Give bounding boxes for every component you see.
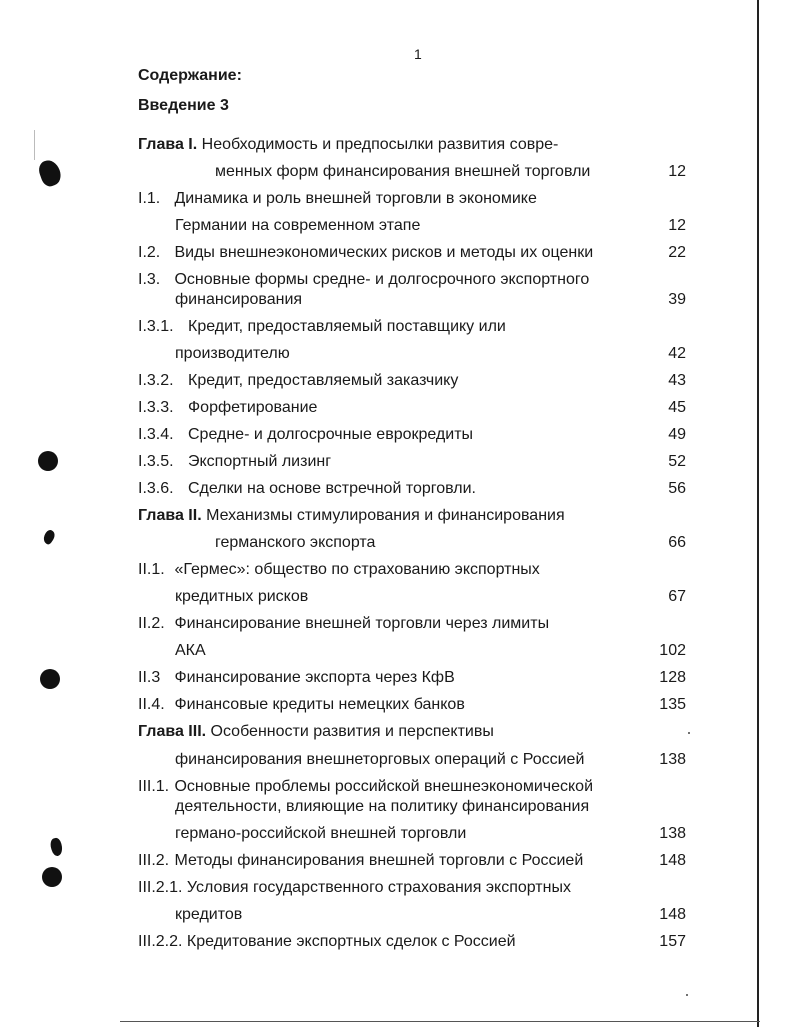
toc-chapter-line: Глава III. Особенности развития и перспективы <box>138 723 494 740</box>
toc-section-line: I.2. Виды внешнеэкономических рисков и методы их оценки <box>138 244 594 261</box>
toc-section-line: деятельности, влияющие на политику финансирования <box>175 798 590 815</box>
toc-page-number: 128 <box>659 669 686 686</box>
toc-subsection-line: производителю <box>175 345 290 362</box>
toc-page-number: 49 <box>668 426 686 443</box>
toc-section-line: Германии на современном этапе <box>175 217 421 234</box>
toc-chapter-line: Глава I. Необходимость и предпосылки развития совре- <box>138 136 559 153</box>
toc-page-number: 43 <box>668 372 686 389</box>
toc-section-line: II.2. Финансирование внешней торговли через лимиты <box>138 615 550 632</box>
toc-page-number: 102 <box>659 642 686 659</box>
toc-subsection-line: I.3.4. Средне- и долгосрочные еврокредиты <box>138 426 474 443</box>
toc-page-number: 42 <box>668 345 686 362</box>
contents-heading: Содержание: <box>138 67 242 84</box>
toc-subsection-line: кредитов <box>175 906 243 923</box>
page-number: 1 <box>414 46 422 62</box>
toc-page-number: 45 <box>668 399 686 416</box>
toc-section-line: I.3. Основные формы средне- и долгосрочного экспортного <box>138 271 590 288</box>
punch-hole <box>42 867 62 887</box>
toc-chapter-line: Глава II. Механизмы стимулирования и финансирования <box>138 507 565 524</box>
toc-subsection-line: I.3.6. Сделки на основе встречной торговли. <box>138 480 476 497</box>
toc-section-line: III.2. Методы финансирования внешней торговли с Россией <box>138 852 584 869</box>
toc-page-number: 157 <box>659 933 686 950</box>
toc-subsection-line: I.3.2. Кредит, предоставляемый заказчику <box>138 372 459 389</box>
toc-chapter-line: германского экспорта <box>215 534 376 551</box>
punch-hole <box>38 451 58 471</box>
toc-subsection-line: I.3.3. Форфетирование <box>138 399 318 416</box>
toc-section-line: кредитных рисков <box>175 588 309 605</box>
toc-page-number: 12 <box>668 163 686 180</box>
toc-subsection-line: I.3.5. Экспортный лизинг <box>138 453 332 470</box>
toc-page-number: 138 <box>659 751 686 768</box>
toc-section-line: финансирования <box>175 291 303 308</box>
scan-right-edge <box>757 0 759 1027</box>
toc-page-number: 66 <box>668 534 686 551</box>
toc-page-number: 135 <box>659 696 686 713</box>
intro-entry: Введение 3 <box>138 97 229 114</box>
toc-page-number: 22 <box>668 244 686 261</box>
punch-hole <box>40 669 60 689</box>
scan-bottom-edge <box>120 1021 760 1022</box>
ink-blot <box>49 837 64 857</box>
toc-page-number: 12 <box>668 217 686 234</box>
toc-subsection-line: I.3.1. Кредит, предоставляемый поставщику или <box>138 318 506 335</box>
toc-page-number: 148 <box>659 906 686 923</box>
toc-page-number: 67 <box>668 588 686 605</box>
toc-chapter-line: финансирования внешнеторговых операций с Россией <box>175 751 585 768</box>
toc-page-number: 138 <box>659 825 686 842</box>
scan-left-mark <box>34 130 35 160</box>
toc-section-line: II.1. «Гермес»: общество по страхованию экспортных <box>138 561 540 578</box>
toc-page-number: 52 <box>668 453 686 470</box>
toc-section-line: АКА <box>175 642 206 659</box>
speck <box>686 994 688 996</box>
toc-page-number: 56 <box>668 480 686 497</box>
toc-section-line: II.3 Финансирование экспорта через КфВ <box>138 669 455 686</box>
ink-blot <box>36 157 64 188</box>
toc-section-line: I.1. Динамика и роль внешней торговли в экономике <box>138 190 537 207</box>
speck <box>688 732 690 734</box>
toc-section-line: II.4. Финансовые кредиты немецких банков <box>138 696 465 713</box>
toc-subsection-line: III.2.2. Кредитование экспортных сделок с Россией <box>138 933 516 950</box>
toc-page-number: 148 <box>659 852 686 869</box>
toc-page-number: 39 <box>668 291 686 308</box>
toc-chapter-line: менных форм финансирования внешней торговли <box>215 163 591 180</box>
toc-section-line: III.1. Основные проблемы российской внешнеэкономической <box>138 778 593 795</box>
toc-subsection-line: III.2.1. Условия государственного страхования экспортных <box>138 879 571 896</box>
toc-section-line: германо-российской внешней торговли <box>175 825 467 842</box>
ink-blot <box>41 528 57 545</box>
